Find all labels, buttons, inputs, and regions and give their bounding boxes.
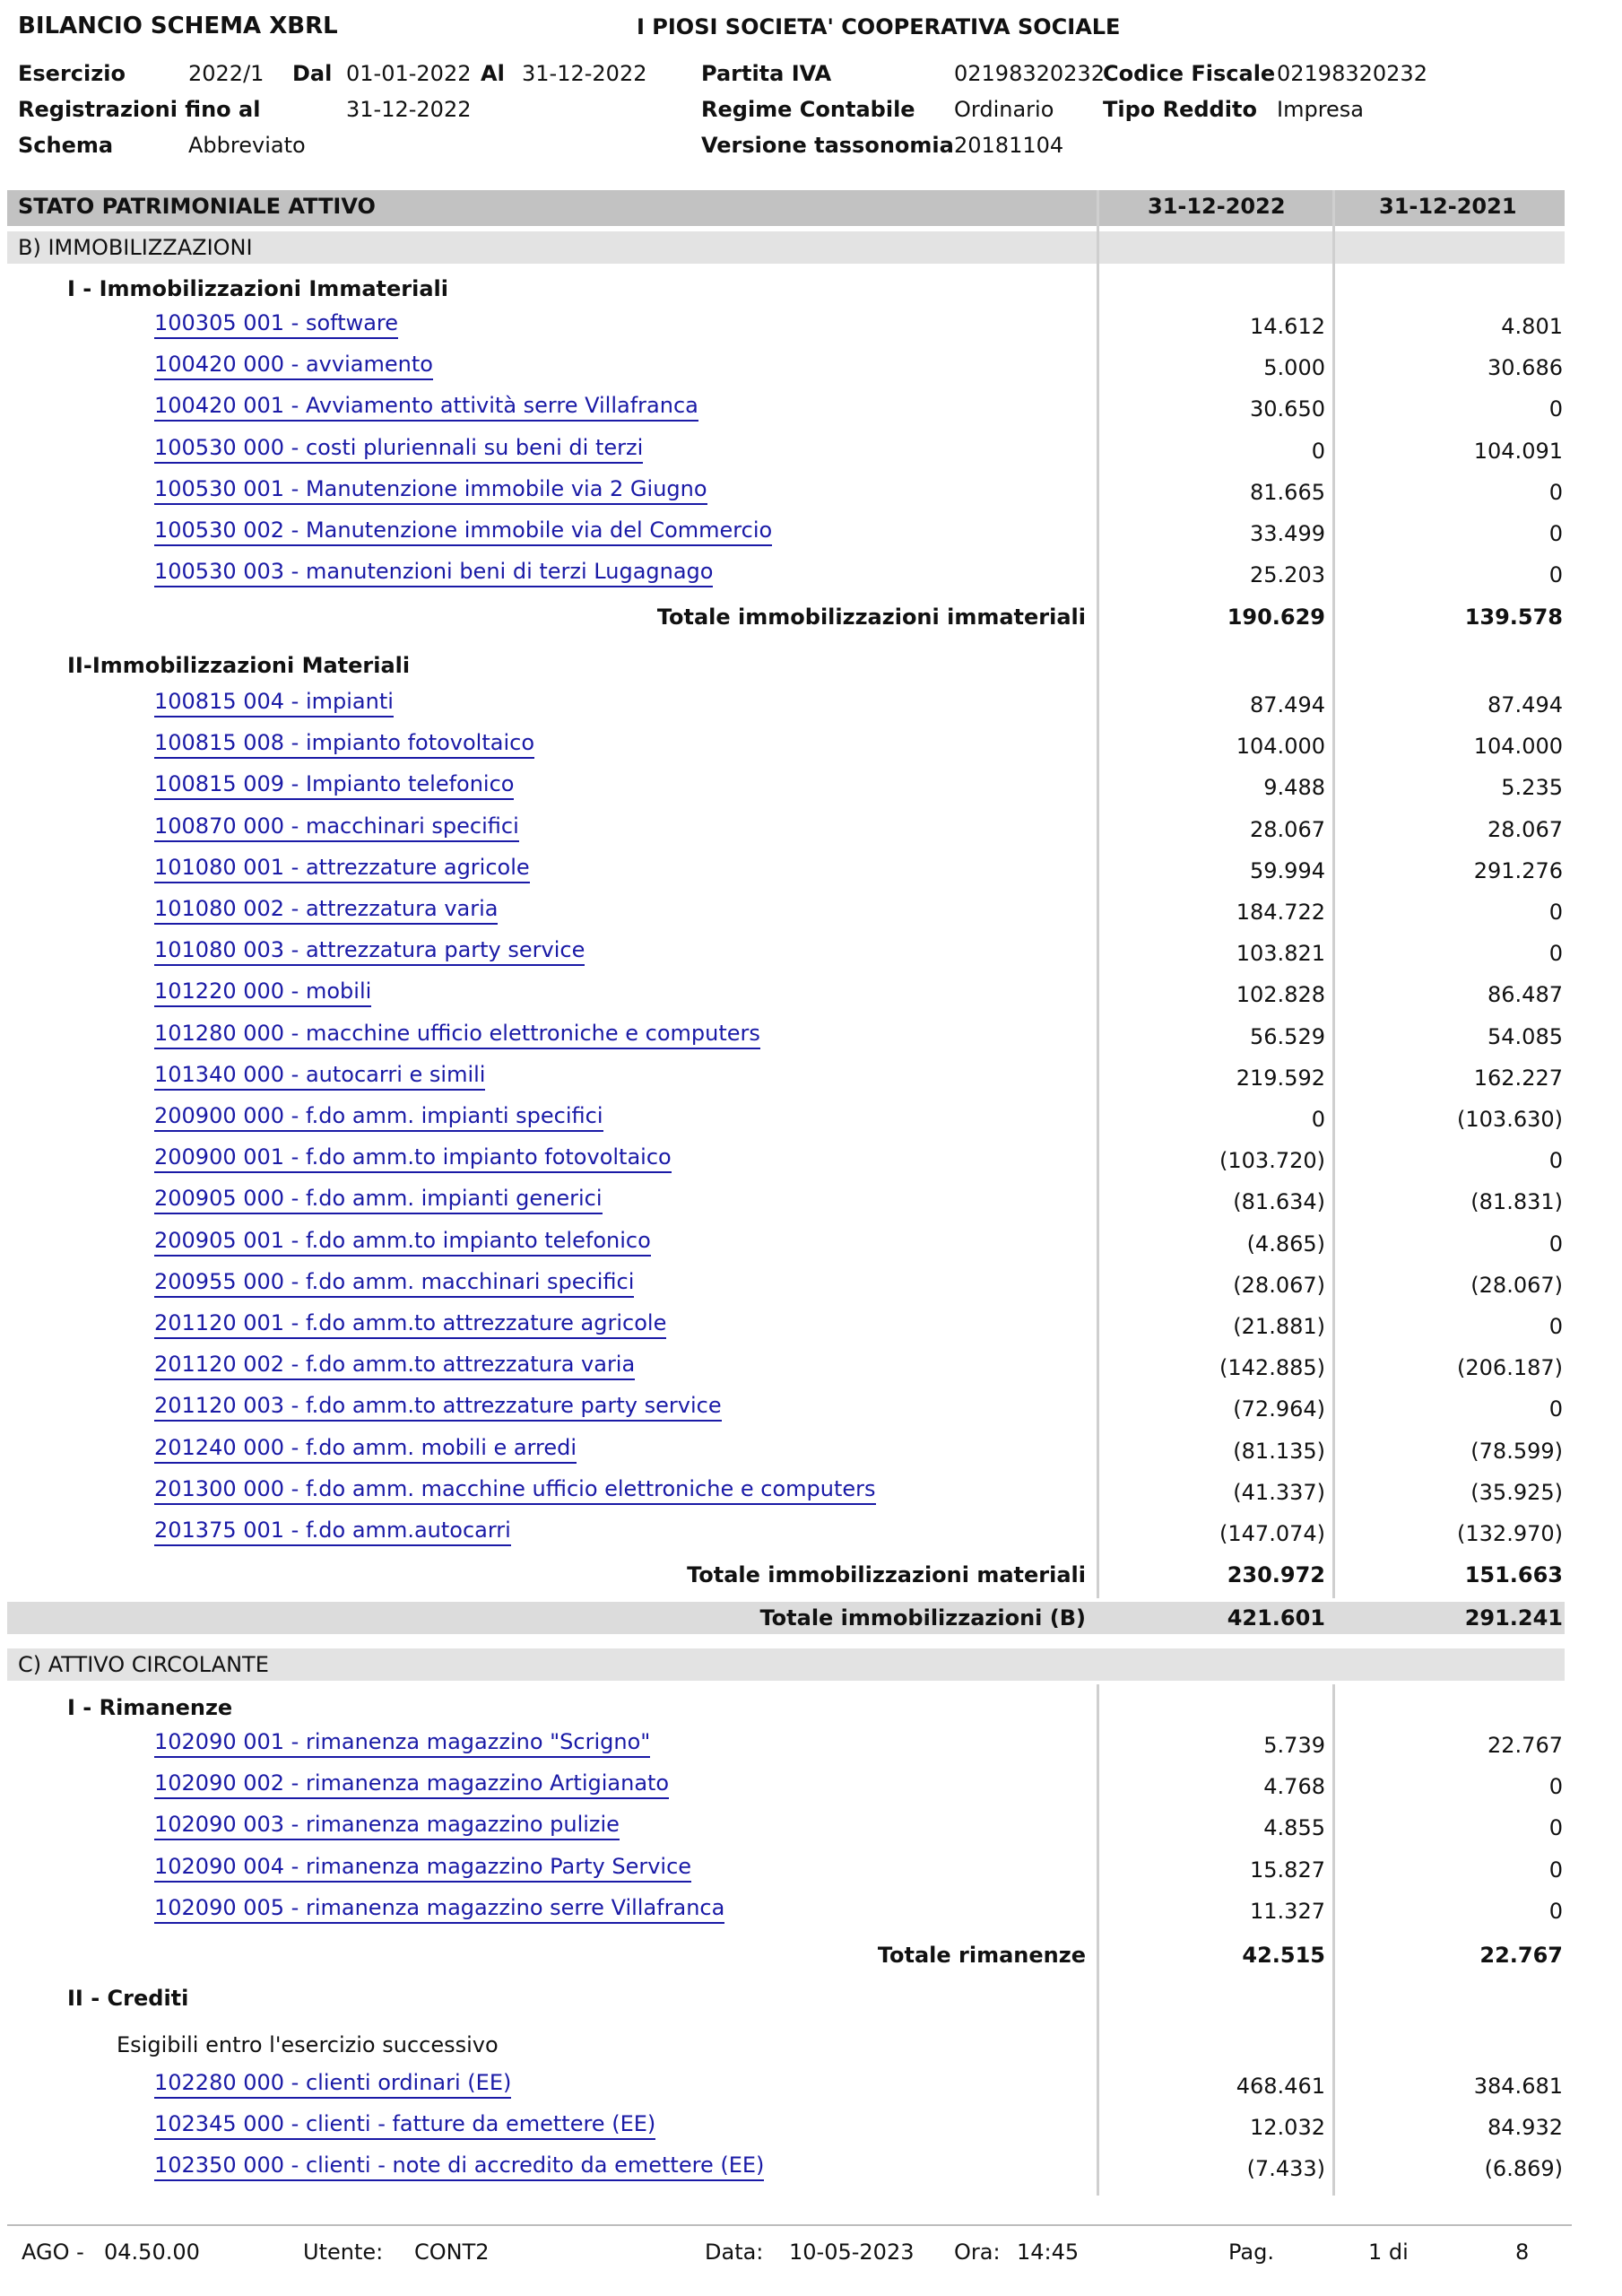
- section-total-row: [0, 1604, 1622, 1645]
- account-link[interactable]: 200900 000 - f.do amm. impianti specifici: [154, 1101, 603, 1132]
- account-link[interactable]: 102090 005 - rimanenza magazzino serre Villafranca: [154, 1893, 724, 1924]
- account-row: [0, 1391, 1622, 1432]
- total-label: Totale immobilizzazioni immateriali: [656, 604, 1086, 630]
- account-link[interactable]: 102090 003 - rimanenza magazzino pulizie: [154, 1810, 620, 1840]
- group-subtitle: Esigibili entro l'esercizio successivo: [117, 2032, 499, 2057]
- value-2021: (6.869): [1484, 2156, 1563, 2182]
- value-2022: 0: [1311, 438, 1325, 464]
- account-row: [0, 1226, 1622, 1267]
- total-value-2021: 151.663: [1464, 1562, 1563, 1587]
- value-2021: 0: [1548, 1815, 1563, 1841]
- account-row: [0, 728, 1622, 770]
- value-2021: 104.000: [1473, 734, 1563, 760]
- footer-ora-value: 14:45: [1017, 2239, 1080, 2265]
- tassonomia-value: 20181104: [954, 133, 1064, 158]
- value-2021: 5.235: [1501, 775, 1563, 801]
- value-2022: (28.067): [1233, 1272, 1325, 1298]
- account-row: [0, 1143, 1622, 1184]
- total-value-2022: 190.629: [1227, 604, 1325, 630]
- account-link[interactable]: 201300 000 - f.do amm. macchine ufficio elettroniche e computers: [154, 1474, 876, 1505]
- value-2021: (103.630): [1457, 1107, 1563, 1132]
- account-link[interactable]: 201120 003 - f.do amm.to attrezzature party service: [154, 1391, 722, 1422]
- total-value-2022: 42.515: [1242, 1943, 1325, 1968]
- value-2021: 0: [1548, 900, 1563, 925]
- cf-label: Codice Fiscale: [1103, 61, 1276, 86]
- value-2022: 5.739: [1263, 1733, 1325, 1758]
- group-title: II-Immobilizzazioni Materiali: [67, 653, 411, 678]
- value-2022: 103.821: [1236, 941, 1325, 967]
- value-2021: 22.767: [1488, 1733, 1563, 1758]
- value-2022: (142.885): [1219, 1355, 1325, 1381]
- tassonomia-label: Versione tassonomia: [701, 133, 954, 158]
- regime-value: Ordinario: [954, 97, 1054, 122]
- value-2022: (72.964): [1233, 1396, 1325, 1422]
- account-row: [0, 1433, 1622, 1474]
- footer-pag-total: 8: [1515, 2239, 1530, 2265]
- account-link[interactable]: 100305 001 - software: [154, 309, 398, 339]
- reddito-value: Impresa: [1277, 97, 1365, 122]
- account-link[interactable]: 101080 002 - attrezzatura varia: [154, 894, 498, 925]
- value-2022: 0: [1311, 1107, 1325, 1132]
- account-link[interactable]: 200905 000 - f.do amm. impianti generici: [154, 1184, 603, 1214]
- footer-pag-value: 1 di: [1368, 2239, 1409, 2265]
- group-title: I - Immobilizzazioni Immateriali: [67, 276, 448, 301]
- value-2021: 0: [1548, 521, 1563, 546]
- account-link[interactable]: 102090 002 - rimanenza magazzino Artigianato: [154, 1769, 669, 1799]
- value-2021: 0: [1548, 1396, 1563, 1422]
- cf-value: 02198320232: [1277, 61, 1427, 86]
- value-2021: 87.494: [1488, 692, 1563, 718]
- total-row: [0, 603, 1622, 644]
- value-2021: 0: [1548, 1774, 1563, 1800]
- account-link[interactable]: 100815 004 - impianti: [154, 687, 394, 718]
- section-total-label: Totale immobilizzazioni (B): [759, 1605, 1086, 1631]
- dal-value: 01-01-2022: [346, 61, 472, 86]
- account-link[interactable]: 100530 003 - manutenzioni beni di terzi Lugagnago: [154, 557, 713, 587]
- value-2022: 81.665: [1250, 479, 1325, 505]
- account-link[interactable]: 101340 000 - autocarri e simili: [154, 1060, 485, 1091]
- account-link[interactable]: 100870 000 - macchinari specifici: [154, 812, 519, 842]
- esercizio-value: 2022/1: [188, 61, 265, 86]
- value-2021: 104.091: [1473, 438, 1563, 464]
- account-link[interactable]: 200900 001 - f.do amm.to impianto fotovoltaico: [154, 1143, 672, 1173]
- value-2022: 9.488: [1263, 775, 1325, 801]
- account-link[interactable]: 100530 001 - Manutenzione immobile via 2 Giugno: [154, 474, 707, 505]
- column-header-2022: 31-12-2022: [1148, 194, 1286, 219]
- account-row: [0, 1101, 1622, 1143]
- account-row: [0, 2068, 1622, 2109]
- value-2021: (81.831): [1470, 1189, 1563, 1215]
- account-row: [0, 1184, 1622, 1225]
- value-2022: (21.881): [1233, 1314, 1325, 1339]
- value-2022: (81.634): [1233, 1189, 1325, 1215]
- value-2021: 30.686: [1488, 355, 1563, 381]
- account-row: [0, 557, 1622, 598]
- account-row: [0, 1769, 1622, 1810]
- group-title: II - Crediti: [67, 1986, 189, 2011]
- footer-ago-label: AGO -: [22, 2239, 84, 2265]
- group-title: I - Rimanenze: [67, 1695, 233, 1720]
- account-link[interactable]: 101080 003 - attrezzatura party service: [154, 935, 585, 966]
- value-2021: 291.276: [1473, 857, 1563, 883]
- account-link[interactable]: 100420 000 - avviamento: [154, 350, 433, 380]
- value-2022: 11.327: [1250, 1898, 1325, 1924]
- value-2021: 0: [1548, 1231, 1563, 1257]
- account-link[interactable]: 102090 004 - rimanenza magazzino Party Service: [154, 1852, 691, 1883]
- value-2021: 0: [1548, 479, 1563, 505]
- piva-label: Partita IVA: [701, 61, 832, 86]
- value-2022: (81.135): [1233, 1438, 1325, 1464]
- value-2022: 14.612: [1250, 314, 1325, 339]
- total-value-2021: 139.578: [1464, 604, 1563, 630]
- account-link[interactable]: 101280 000 - macchine ufficio elettroniche e computers: [154, 1019, 760, 1049]
- section-title: C) ATTIVO CIRCOLANTE: [18, 1652, 269, 1677]
- total-row: [0, 1941, 1622, 1982]
- value-2021: (132.970): [1457, 1521, 1563, 1546]
- section-total-2022: 421.601: [1227, 1605, 1325, 1631]
- total-value-2022: 230.972: [1227, 1562, 1325, 1587]
- registrazioni-label: Registrazioni fino al: [18, 97, 261, 122]
- value-2022: 28.067: [1250, 816, 1325, 842]
- account-row: [0, 1474, 1622, 1516]
- account-row: [0, 1309, 1622, 1350]
- account-link[interactable]: 102090 001 - rimanenza magazzino "Scrigno": [154, 1727, 650, 1758]
- footer-data-label: Data:: [705, 2239, 764, 2265]
- value-2021: 0: [1548, 1148, 1563, 1174]
- value-2022: (7.433): [1246, 2156, 1325, 2182]
- account-link[interactable]: 101080 001 - attrezzature agricole: [154, 853, 530, 883]
- account-row: [0, 433, 1622, 474]
- registrazioni-value: 31-12-2022: [346, 97, 472, 122]
- account-link[interactable]: 200905 001 - f.do amm.to impianto telefonico: [154, 1226, 651, 1257]
- account-row: [0, 935, 1622, 977]
- account-row: [0, 391, 1622, 432]
- value-2021: 0: [1548, 396, 1563, 422]
- footer-data-value: 10-05-2023: [789, 2239, 915, 2265]
- account-row: [0, 2109, 1622, 2151]
- value-2022: 12.032: [1250, 2115, 1325, 2141]
- value-2021: 0: [1548, 562, 1563, 588]
- value-2021: (78.599): [1470, 1438, 1563, 1464]
- account-link[interactable]: 201240 000 - f.do amm. mobili e arredi: [154, 1433, 577, 1464]
- value-2022: 184.722: [1236, 900, 1325, 925]
- account-row: [0, 1060, 1622, 1101]
- total-row: [0, 1561, 1622, 1602]
- piva-value: 02198320232: [954, 61, 1105, 86]
- account-link[interactable]: 201120 001 - f.do amm.to attrezzature agricole: [154, 1309, 666, 1339]
- value-2022: 87.494: [1250, 692, 1325, 718]
- account-row: [0, 2151, 1622, 2192]
- value-2022: 30.650: [1250, 396, 1325, 422]
- value-2022: 219.592: [1236, 1065, 1325, 1091]
- value-2022: (147.074): [1219, 1521, 1325, 1546]
- section-total-2021: 291.241: [1464, 1605, 1563, 1631]
- account-row: [0, 977, 1622, 1018]
- account-row: [0, 1852, 1622, 1893]
- account-row: [0, 1893, 1622, 1935]
- value-2022: (41.337): [1233, 1479, 1325, 1505]
- footer-ora-label: Ora:: [954, 2239, 1001, 2265]
- value-2021: 0: [1548, 941, 1563, 967]
- account-link[interactable]: 201375 001 - f.do amm.autocarri: [154, 1516, 511, 1546]
- account-row: [0, 1810, 1622, 1851]
- esercizio-label: Esercizio: [18, 61, 126, 86]
- account-row: [0, 474, 1622, 516]
- value-2022: 56.529: [1250, 1023, 1325, 1049]
- value-2022: (4.865): [1246, 1231, 1325, 1257]
- account-row: [0, 1727, 1622, 1769]
- footer-divider: [7, 2224, 1572, 2226]
- footer-utente-label: Utente:: [303, 2239, 384, 2265]
- value-2022: 33.499: [1250, 521, 1325, 546]
- account-link[interactable]: 201120 002 - f.do amm.to attrezzatura varia: [154, 1350, 635, 1380]
- value-2021: (28.067): [1470, 1272, 1563, 1298]
- account-link[interactable]: 100530 002 - Manutenzione immobile via del Commercio: [154, 516, 772, 546]
- value-2022: (103.720): [1219, 1148, 1325, 1174]
- account-link[interactable]: 200955 000 - f.do amm. macchinari specifici: [154, 1267, 634, 1298]
- company-name: I PIOSI SOCIETA' COOPERATIVA SOCIALE: [637, 14, 1121, 39]
- value-2021: 28.067: [1488, 816, 1563, 842]
- value-2021: 0: [1548, 1314, 1563, 1339]
- column-header-2021: 31-12-2021: [1379, 194, 1517, 219]
- value-2021: 84.932: [1488, 2115, 1563, 2141]
- dal-label: Dal: [292, 61, 333, 86]
- account-link[interactable]: 100530 000 - costi pluriennali su beni di terzi: [154, 433, 643, 464]
- total-label: Totale immobilizzazioni materiali: [687, 1562, 1086, 1587]
- account-row: [0, 853, 1622, 894]
- account-row: [0, 894, 1622, 935]
- account-row: [0, 350, 1622, 391]
- value-2022: 59.994: [1250, 857, 1325, 883]
- value-2022: 104.000: [1236, 734, 1325, 760]
- account-row: [0, 1350, 1622, 1391]
- value-2021: 162.227: [1473, 1065, 1563, 1091]
- schema-label: Schema: [18, 133, 114, 158]
- value-2021: 384.681: [1473, 2074, 1563, 2099]
- account-row: [0, 309, 1622, 350]
- total-label: Totale rimanenze: [877, 1943, 1086, 1968]
- account-row: [0, 1019, 1622, 1060]
- account-row: [0, 516, 1622, 557]
- value-2021: 54.085: [1488, 1023, 1563, 1049]
- value-2022: 468.461: [1236, 2074, 1325, 2099]
- account-link[interactable]: 102280 000 - clienti ordinari (EE): [154, 2068, 511, 2099]
- regime-label: Regime Contabile: [701, 97, 915, 122]
- al-value: 31-12-2022: [522, 61, 647, 86]
- value-2021: 4.801: [1501, 314, 1563, 339]
- value-2022: 4.768: [1263, 1774, 1325, 1800]
- value-2021: 0: [1548, 1898, 1563, 1924]
- account-link[interactable]: 100815 009 - Impianto telefonico: [154, 770, 514, 800]
- account-link[interactable]: 101220 000 - mobili: [154, 977, 371, 1007]
- value-2022: 15.827: [1250, 1857, 1325, 1883]
- account-row: [0, 1267, 1622, 1309]
- schema-value: Abbreviato: [188, 133, 306, 158]
- account-link[interactable]: 100420 001 - Avviamento attività serre Villafranca: [154, 391, 698, 422]
- value-2022: 102.828: [1236, 982, 1325, 1008]
- account-row: [0, 1516, 1622, 1557]
- value-2021: 86.487: [1488, 982, 1563, 1008]
- account-link[interactable]: 100815 008 - impianto fotovoltaico: [154, 728, 534, 759]
- account-row: [0, 770, 1622, 811]
- value-2021: (35.925): [1470, 1479, 1563, 1505]
- total-value-2021: 22.767: [1479, 1943, 1563, 1968]
- value-2022: 25.203: [1250, 562, 1325, 588]
- reddito-label: Tipo Reddito: [1103, 97, 1257, 122]
- doc-title: BILANCIO SCHEMA XBRL: [18, 13, 338, 39]
- al-label: Al: [481, 61, 505, 86]
- value-2022: 4.855: [1263, 1815, 1325, 1841]
- table-title: STATO PATRIMONIALE ATTIVO: [18, 194, 376, 219]
- account-row: [0, 812, 1622, 853]
- account-link[interactable]: 102345 000 - clienti - fatture da emettere (EE): [154, 2109, 655, 2140]
- value-2022: 5.000: [1263, 355, 1325, 381]
- account-link[interactable]: 102350 000 - clienti - note di accredito da emettere (EE): [154, 2151, 764, 2181]
- footer-pag-label: Pag.: [1228, 2239, 1274, 2265]
- value-2021: (206.187): [1457, 1355, 1563, 1381]
- account-row: [0, 687, 1622, 728]
- footer-utente-value: CONT2: [414, 2239, 490, 2265]
- value-2021: 0: [1548, 1857, 1563, 1883]
- footer-ago-value: 04.50.00: [104, 2239, 200, 2265]
- section-title: B) IMMOBILIZZAZIONI: [18, 235, 253, 260]
